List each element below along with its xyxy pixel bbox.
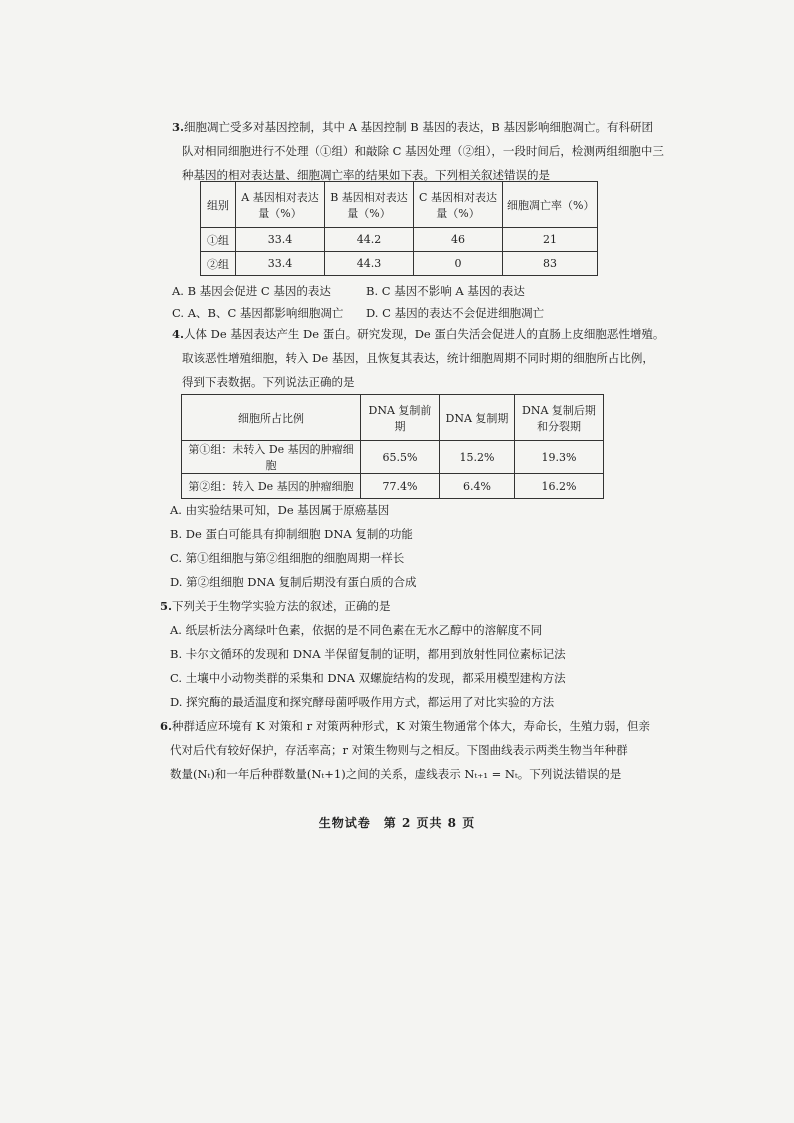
table-cell: 65.5% (361, 441, 440, 474)
table-header-cell: 细胞所占比例 (182, 395, 361, 441)
question-text-line: 人体 De 基因表达产生 De 蛋白。研究发现，De 蛋白失活会促进人的直肠上皮细胞恶性增殖。 (184, 327, 665, 341)
option-d: D. 第②组细胞 DNA 复制后期没有蛋白质的合成 (170, 575, 417, 589)
table-cell: 第①组：未转入 De 基因的肿瘤细胞 (182, 441, 361, 474)
table-cell: 44.2 (325, 228, 414, 252)
question-text-line: 细胞凋亡受多对基因控制，其中 A 基因控制 B 基因的表达，B 基因影响细胞凋亡。有科研团 (184, 120, 653, 134)
table-cell: 16.2% (515, 474, 604, 499)
table-cell: 0 (414, 252, 503, 276)
question-6 (160, 714, 650, 786)
question-number: 6. (160, 719, 173, 733)
table-cell: ②组 (201, 252, 236, 276)
table-header-cell: 细胞凋亡率（%） (503, 182, 598, 228)
table-header-cell: DNA 复制后期和分裂期 (515, 395, 604, 441)
table-header-row (182, 395, 604, 441)
question-text-line: 种基因的相对表达量、细胞凋亡率的结果如下表。下列相关叙述错误的是 (182, 168, 550, 182)
q4-options (170, 498, 417, 594)
table-header-cell: DNA 复制前期 (361, 395, 440, 441)
table-cell: 21 (503, 228, 598, 252)
question-text-line: 代对后代有较好保护，存活率高；r 对策生物则与之相反。下图曲线表示两类生物当年种群 (170, 743, 628, 757)
table-cell: 19.3% (515, 441, 604, 474)
table-cell: 44.3 (325, 252, 414, 276)
table-cell: 46 (414, 228, 503, 252)
option-c: C. 土壤中小动物类群的采集和 DNA 双螺旋结构的发现，都采用模型建构方法 (170, 671, 566, 685)
option-d: D. C 基因的表达不会促进细胞凋亡 (366, 306, 545, 320)
table-cell: 15.2% (440, 441, 515, 474)
table-row (201, 252, 598, 276)
table-cell: ①组 (201, 228, 236, 252)
question-4 (172, 322, 664, 394)
table-row (182, 441, 604, 474)
q3-options (172, 280, 544, 324)
q4-table (181, 394, 604, 499)
option-a: A. B 基因会促进 C 基因的表达 (172, 284, 331, 298)
question-text-line: 队对相同细胞进行不处理（①组）和敲除 C 基因处理（②组），一段时间后，检测两组细胞中三 (182, 144, 664, 158)
question-text-line: 数量(Nₜ)和一年后种群数量(Nₜ+1)之间的关系，虚线表示 Nₜ₊₁ = Nₜ。下列说法错误的是 (170, 767, 622, 781)
question-text-line: 得到下表数据。下列说法正确的是 (182, 375, 355, 389)
table-header-cell: C 基因相对表达量（%） (414, 182, 503, 228)
question-number: 4. (172, 327, 185, 341)
option-c: C. A、B、C 基因都影响细胞凋亡 (172, 306, 344, 320)
table-row (182, 474, 604, 499)
table-cell: 83 (503, 252, 598, 276)
question-number: 5. (160, 599, 173, 613)
option-a: A. 由实验结果可知，De 基因属于原癌基因 (170, 503, 390, 517)
table-header-cell: B 基因相对表达量（%） (325, 182, 414, 228)
page-footer: 生物试卷 第 2 页共 8 页 (318, 816, 476, 830)
question-text-line: 下列关于生物学实验方法的叙述，正确的是 (172, 599, 391, 613)
table-cell: 第②组：转入 De 基因的肿瘤细胞 (182, 474, 361, 499)
option-c: C. 第①组细胞与第②组细胞的细胞周期一样长 (170, 551, 405, 565)
table-header-cell: 组别 (201, 182, 236, 228)
question-3 (172, 115, 664, 187)
option-b: B. 卡尔文循环的发现和 DNA 半保留复制的证明，都用到放射性同位素标记法 (170, 647, 566, 661)
question-5 (160, 594, 566, 714)
option-b: B. De 蛋白可能具有抑制细胞 DNA 复制的功能 (170, 527, 413, 541)
table-header-row (201, 182, 598, 228)
table-row (201, 228, 598, 252)
question-number: 3. (172, 120, 185, 134)
table-header-cell: DNA 复制期 (440, 395, 515, 441)
option-d: D. 探究酶的最适温度和探究酵母菌呼吸作用方式，都运用了对比实验的方法 (170, 695, 555, 709)
table-cell: 33.4 (236, 252, 325, 276)
option-a: A. 纸层析法分离绿叶色素，依据的是不同色素在无水乙醇中的溶解度不同 (170, 623, 543, 637)
question-text-line: 种群适应环境有 K 对策和 r 对策两种形式，K 对策生物通常个体大，寿命长，生殖力弱，但亲 (172, 719, 650, 733)
table-cell: 6.4% (440, 474, 515, 499)
question-text-line: 取该恶性增殖细胞，转入 De 基因，且恢复其表达，统计细胞周期不同时期的细胞所占比例， (182, 351, 654, 365)
option-b: B. C 基因不影响 A 基因的表达 (366, 284, 525, 298)
table-cell: 33.4 (236, 228, 325, 252)
table-header-cell: A 基因相对表达量（%） (236, 182, 325, 228)
q3-table (200, 181, 598, 276)
table-cell: 77.4% (361, 474, 440, 499)
